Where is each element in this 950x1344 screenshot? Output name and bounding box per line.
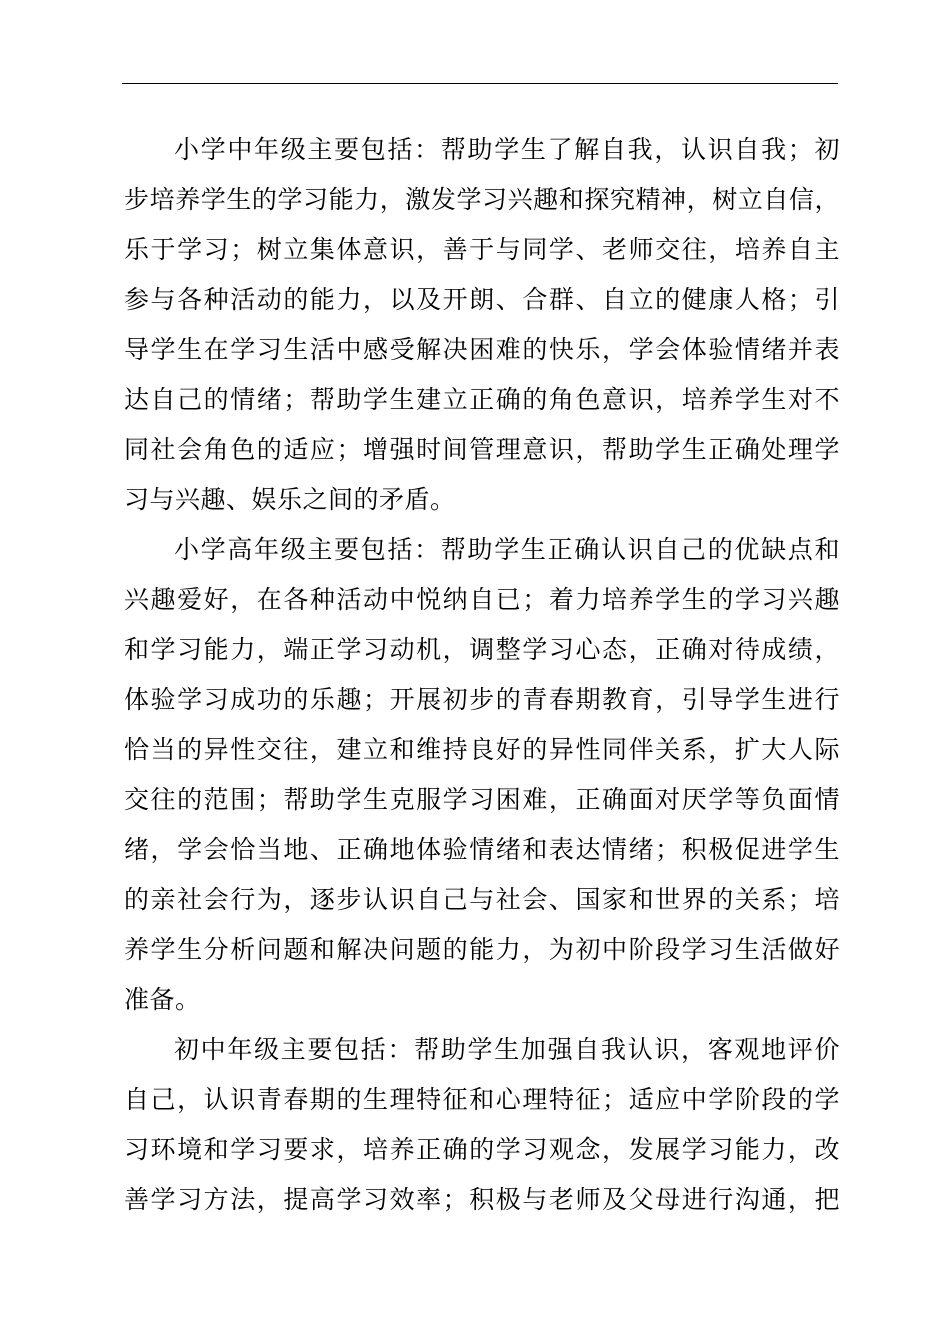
text-line: 初中年级主要包括：帮助学生加强自我认识，客观地评价 (174, 1035, 840, 1064)
header-rule (122, 83, 838, 84)
text-line: 习与兴趣、娱乐之间的矛盾。 (124, 485, 456, 514)
paragraph-middle-grades (124, 125, 840, 525)
paragraph-upper-grades (124, 525, 840, 1025)
text-line: 步培养学生的学习能力，激发学习兴趣和探究精神，树立自信， (124, 185, 840, 214)
document-body (124, 125, 840, 1225)
text-line: 准备。 (124, 985, 201, 1014)
text-line: 参与各种活动的能力，以及开朗、合群、自立的健康人格；引 (124, 285, 840, 314)
paragraph-junior-high (124, 1025, 840, 1225)
text-line: 绪，学会恰当地、正确地体验情绪和表达情绪；积极促进学生 (124, 835, 840, 864)
text-line: 小学高年级主要包括：帮助学生正确认识自己的优缺点和 (174, 535, 840, 564)
text-line: 习环境和学习要求，培养正确的学习观念，发展学习能力，改 (124, 1135, 840, 1164)
text-line: 交往的范围；帮助学生克服学习困难，正确面对厌学等负面情 (124, 785, 840, 814)
text-line: 体验学习成功的乐趣；开展初步的青春期教育，引导学生进行 (124, 685, 840, 714)
text-line: 达自己的情绪；帮助学生建立正确的角色意识，培养学生对不 (124, 385, 840, 414)
text-line: 恰当的异性交往，建立和维持良好的异性同伴关系，扩大人际 (124, 735, 840, 764)
text-line: 自己，认识青春期的生理特征和心理特征；适应中学阶段的学 (124, 1085, 840, 1114)
text-line: 善学习方法，提高学习效率；积极与老师及父母进行沟通，把 (124, 1185, 840, 1214)
text-line: 同社会角色的适应；增强时间管理意识，帮助学生正确处理学 (124, 435, 840, 464)
text-line: 和学习能力，端正学习动机，调整学习心态，正确对待成绩， (124, 635, 840, 664)
text-line: 兴趣爱好，在各种活动中悦纳自已；着力培养学生的学习兴趣 (124, 585, 840, 614)
text-line: 养学生分析问题和解决问题的能力，为初中阶段学习生活做好 (124, 935, 840, 964)
text-line: 的亲社会行为，逐步认识自己与社会、国家和世界的关系；培 (124, 885, 840, 914)
text-line: 导学生在学习生活中感受解决困难的快乐，学会体验情绪并表 (124, 335, 840, 364)
text-line: 乐于学习；树立集体意识，善于与同学、老师交往，培养自主 (124, 235, 840, 264)
text-line: 小学中年级主要包括：帮助学生了解自我，认识自我；初 (174, 135, 840, 164)
